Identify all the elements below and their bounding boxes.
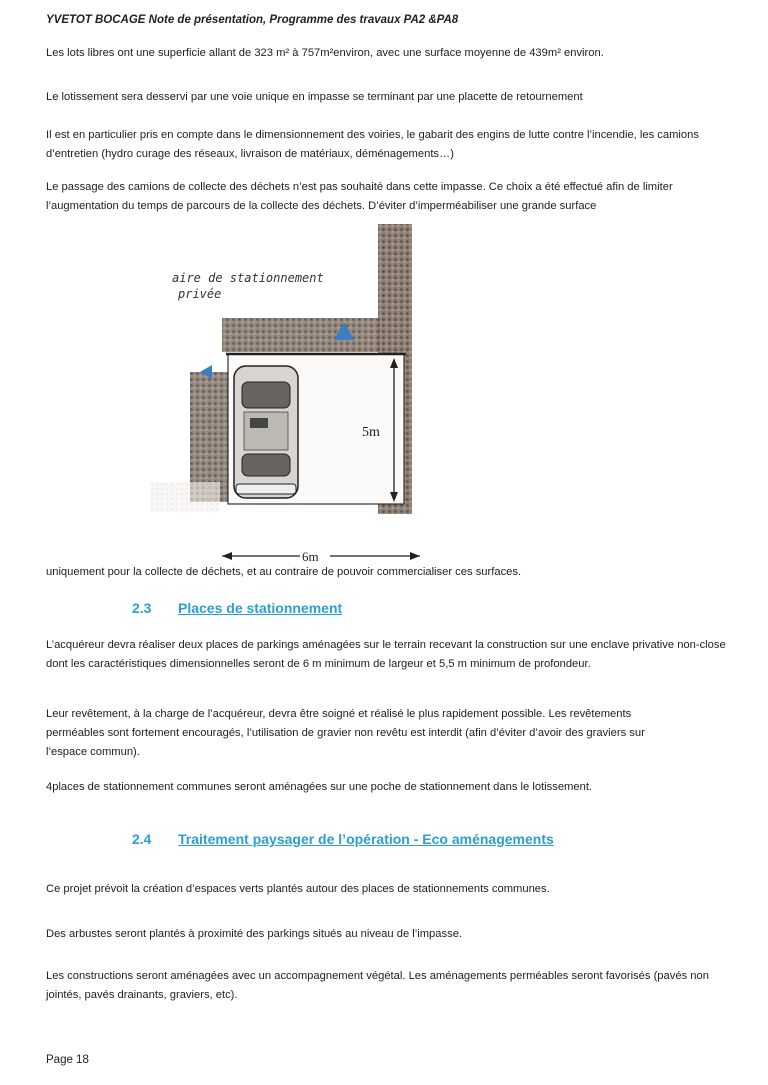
hedge-top	[222, 318, 380, 352]
paragraph-waste-collection: Le passage des camions de collecte des déchets n’est pas souhaité dans cette impasse. Ce choix a été effectué afin de limiter l’augmentation du temps de parcours de la collecte des déchets. D’éviter d’imperméabiliser une grande surface	[46, 181, 673, 212]
paragraph-parking-surface: Leur revêtement, à la charge de l’acquéreur, devra être soigné et réalisé le plus rapidement possible. Les revêtements perméables sont fortement encouragés, l’utilisation de gravier non revêtu est interdit (afin d’éviter d’avoir des graviers sur l’espace commun).	[46, 708, 645, 758]
section-number: 2.4	[132, 831, 152, 847]
paragraph-road-sizing: Il est en particulier pris en compte dans le dimensionnement des voiries, le gabarit des engins de lutte contre l’incendie, les camions d’entretien (hydro curage des réseaux, livraison de matériaux, déménagements…)	[46, 129, 699, 160]
section-heading-2-4	[132, 831, 692, 851]
document-header: YVETOT BOCAGE Note de présentation, Programme des travaux PA2 &PA8	[46, 14, 459, 26]
section-heading-2-3	[132, 600, 532, 620]
paragraph-common-parking: 4places de stationnement communes seront aménagées sur une poche de stationnement dans le lotissement.	[46, 781, 593, 793]
paragraph-lot-sizes: Les lots libres ont une superficie allant de 323 m² à 757m²environ, avec une surface moyenne de 439m² environ.	[46, 47, 604, 59]
paragraph-shrubs: Des arbustes seront plantés à proximité des parkings situés au niveau de l’impasse.	[46, 928, 463, 940]
paragraph-waste-collection-end: uniquement pour la collecte de déchets, et au contraire de pouvoir commercialiser ces surfaces.	[46, 566, 522, 578]
paragraph-parking-requirements: L’acquéreur devra réaliser deux places de parkings aménagées sur le terrain recevant la construction sur une enclave privative non-close dont les caractéristiques dimensionnelles seront de 6 m minimum de largeur et 5,5 m minimum de profondeur.	[46, 639, 726, 670]
car-icon	[234, 366, 298, 498]
section-number: 2.3	[132, 600, 152, 616]
section-title: Places de stationnement	[178, 600, 343, 616]
parking-sketch-figure	[130, 222, 490, 567]
parking-area-label-line1: aire de stationnement	[172, 271, 324, 285]
paragraph-green-spaces: Ce projet prévoit la création d’espaces verts plantés autour des places de stationnements communes.	[46, 883, 550, 895]
page-number: Page 18	[46, 1054, 89, 1066]
section-title: Traitement paysager de l’opération - Eco aménagements	[178, 831, 554, 847]
width-label: 6m	[302, 549, 319, 564]
paragraph-road-access: Le lotissement sera desservi par une voie unique en impasse se terminant par une placette de retournement	[46, 91, 583, 103]
parking-area-label-line2: privée	[178, 287, 222, 301]
paragraph-landscaping: Les constructions seront aménagées avec un accompagnement végétal. Les aménagements perméables seront favorisés (pavés non jointés, pavés drainants, graviers, etc).	[46, 970, 709, 1001]
depth-label: 5m	[362, 425, 380, 440]
